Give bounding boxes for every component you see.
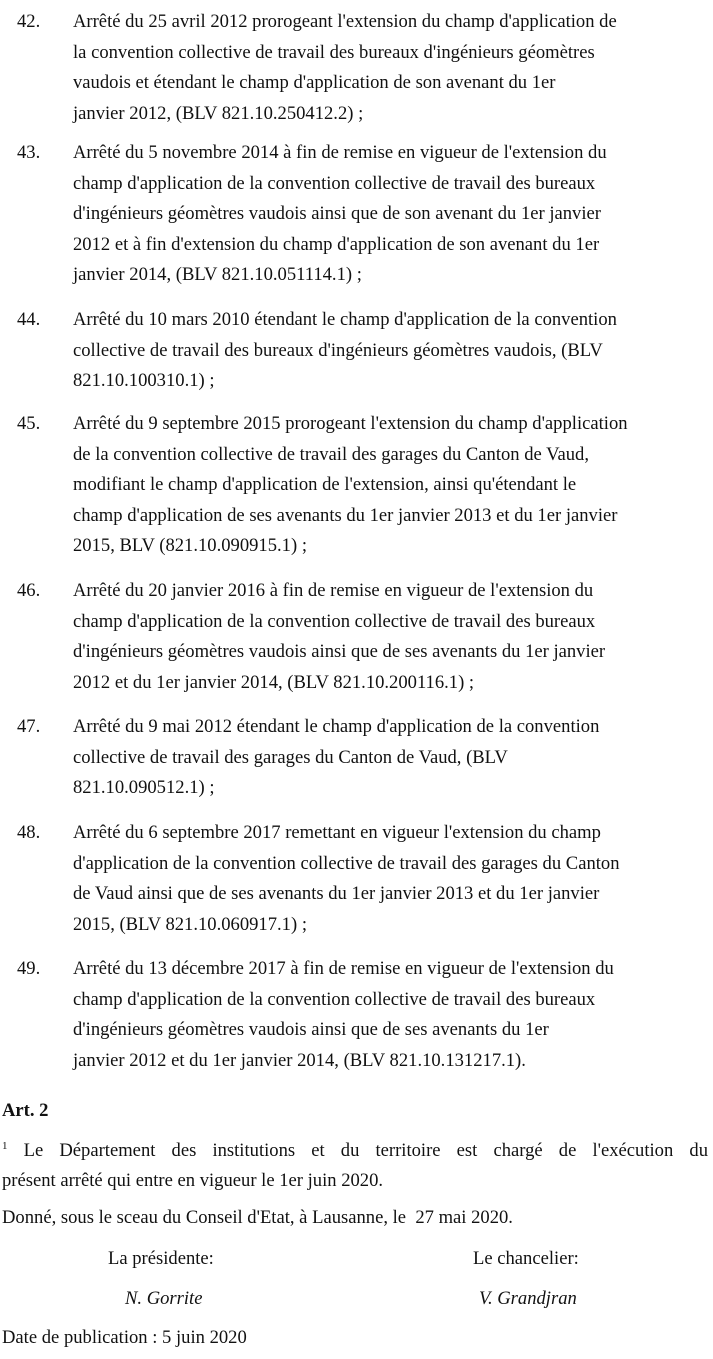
publication-date: Date de publication : 5 juin 2020 <box>2 1327 247 1348</box>
item-line: d'ingénieurs géomètres vaudois ainsi que de son avenant du 1er janvier <box>73 203 601 224</box>
signatory-role-chancellor: Le chancelier: <box>473 1248 579 1269</box>
item-line: la convention collective de travail des bureaux d'ingénieurs géomètres <box>73 41 595 63</box>
signatory-name-chancellor: V. Grandjran <box>479 1288 577 1309</box>
item-line: modifiant le champ d'application de l'extension, ainsi qu'étendant le <box>73 474 577 495</box>
item-line: janvier 2012, (BLV 821.10.250412.2) ; <box>73 102 364 124</box>
item-text <box>73 818 709 940</box>
paragraph-text: Le Département des institutions et du territoire est chargé de l'exécution du <box>23 1140 708 1161</box>
item-line: 2012 et à fin d'extension du champ d'application de son avenant du 1er <box>73 233 600 255</box>
item-line: d'application de la convention collective de travail des garages du Canton <box>73 852 620 874</box>
signatory-name-president: N. Gorrite <box>125 1288 203 1309</box>
item-number: 42. <box>17 11 41 32</box>
item-line: Arrêté du 9 mai 2012 étendant le champ d'application de la convention <box>73 716 600 737</box>
item-text <box>73 954 709 1076</box>
item-number: 43. <box>17 142 41 163</box>
item-text <box>73 712 709 804</box>
item-number: 47. <box>17 716 41 737</box>
item-line: 821.10.090512.1) ; <box>73 777 215 798</box>
paragraph-marker: 1 <box>2 1140 8 1152</box>
item-line: Arrêté du 9 septembre 2015 prorogeant l'extension du champ d'application <box>73 413 628 434</box>
item-line: 821.10.100310.1) ; <box>73 370 215 391</box>
item-line: champ d'application de la convention collective de travail des bureaux <box>73 988 596 1010</box>
item-number: 46. <box>17 580 41 601</box>
signatory-role-president: La présidente: <box>108 1248 214 1269</box>
item-line: janvier 2014, (BLV 821.10.051114.1) ; <box>73 264 362 285</box>
item-text <box>73 7 709 129</box>
item-line: Arrêté du 10 mars 2010 étendant le champ d'application de la convention <box>73 309 617 330</box>
item-line: champ d'application de ses avenants du 1er janvier 2013 et du 1er janvier <box>73 504 618 526</box>
item-line: collective de travail des bureaux d'ingénieurs géomètres vaudois, (BLV <box>73 339 603 361</box>
given-statement: Donné, sous le sceau du Conseil d'Etat, à Lausanne, le 27 mai 2020. <box>2 1207 513 1228</box>
item-text <box>73 576 709 698</box>
item-number: 45. <box>17 413 41 434</box>
paragraph-line: présent arrêté qui entre en vigueur le 1er juin 2020. <box>2 1170 384 1191</box>
item-line: Arrêté du 20 janvier 2016 à fin de remise en vigueur de l'extension du <box>73 580 594 601</box>
item-number: 48. <box>17 822 41 843</box>
item-line: de la convention collective de travail des garages du Canton de Vaud, <box>73 443 589 465</box>
item-line: champ d'application de la convention collective de travail des bureaux <box>73 610 596 632</box>
item-line: Arrêté du 25 avril 2012 prorogeant l'extension du champ d'application de <box>73 11 617 32</box>
item-number: 49. <box>17 958 41 979</box>
item-line: collective de travail des garages du Canton de Vaud, (BLV <box>73 746 508 768</box>
item-line: 2015, (BLV 821.10.060917.1) ; <box>73 913 307 935</box>
paragraph-line <box>2 1136 708 1166</box>
item-line: d'ingénieurs géomètres vaudois ainsi que de ses avenants du 1er janvier <box>73 641 606 662</box>
item-line: Arrêté du 13 décembre 2017 à fin de remise en vigueur de l'extension du <box>73 958 614 979</box>
item-number: 44. <box>17 309 41 330</box>
article-paragraph <box>2 1136 708 1196</box>
item-text <box>73 409 709 562</box>
article-heading: Art. 2 <box>2 1100 49 1121</box>
item-line: 2015, BLV (821.10.090915.1) ; <box>73 535 307 556</box>
item-line: d'ingénieurs géomètres vaudois ainsi que de ses avenants du 1er <box>73 1019 549 1040</box>
item-line: janvier 2012 et du 1er janvier 2014, (BLV 821.10.131217.1). <box>73 1049 526 1071</box>
item-line: de Vaud ainsi que de ses avenants du 1er janvier 2013 et du 1er janvier <box>73 883 600 904</box>
item-text <box>73 305 709 397</box>
item-line: 2012 et du 1er janvier 2014, (BLV 821.10.200116.1) ; <box>73 671 475 693</box>
item-line: Arrêté du 6 septembre 2017 remettant en vigueur l'extension du champ <box>73 822 601 843</box>
item-line: champ d'application de la convention collective de travail des bureaux <box>73 172 596 194</box>
item-text <box>73 138 709 291</box>
item-line: Arrêté du 5 novembre 2014 à fin de remise en vigueur de l'extension du <box>73 142 607 163</box>
item-line: vaudois et étendant le champ d'application de son avenant du 1er <box>73 72 556 93</box>
